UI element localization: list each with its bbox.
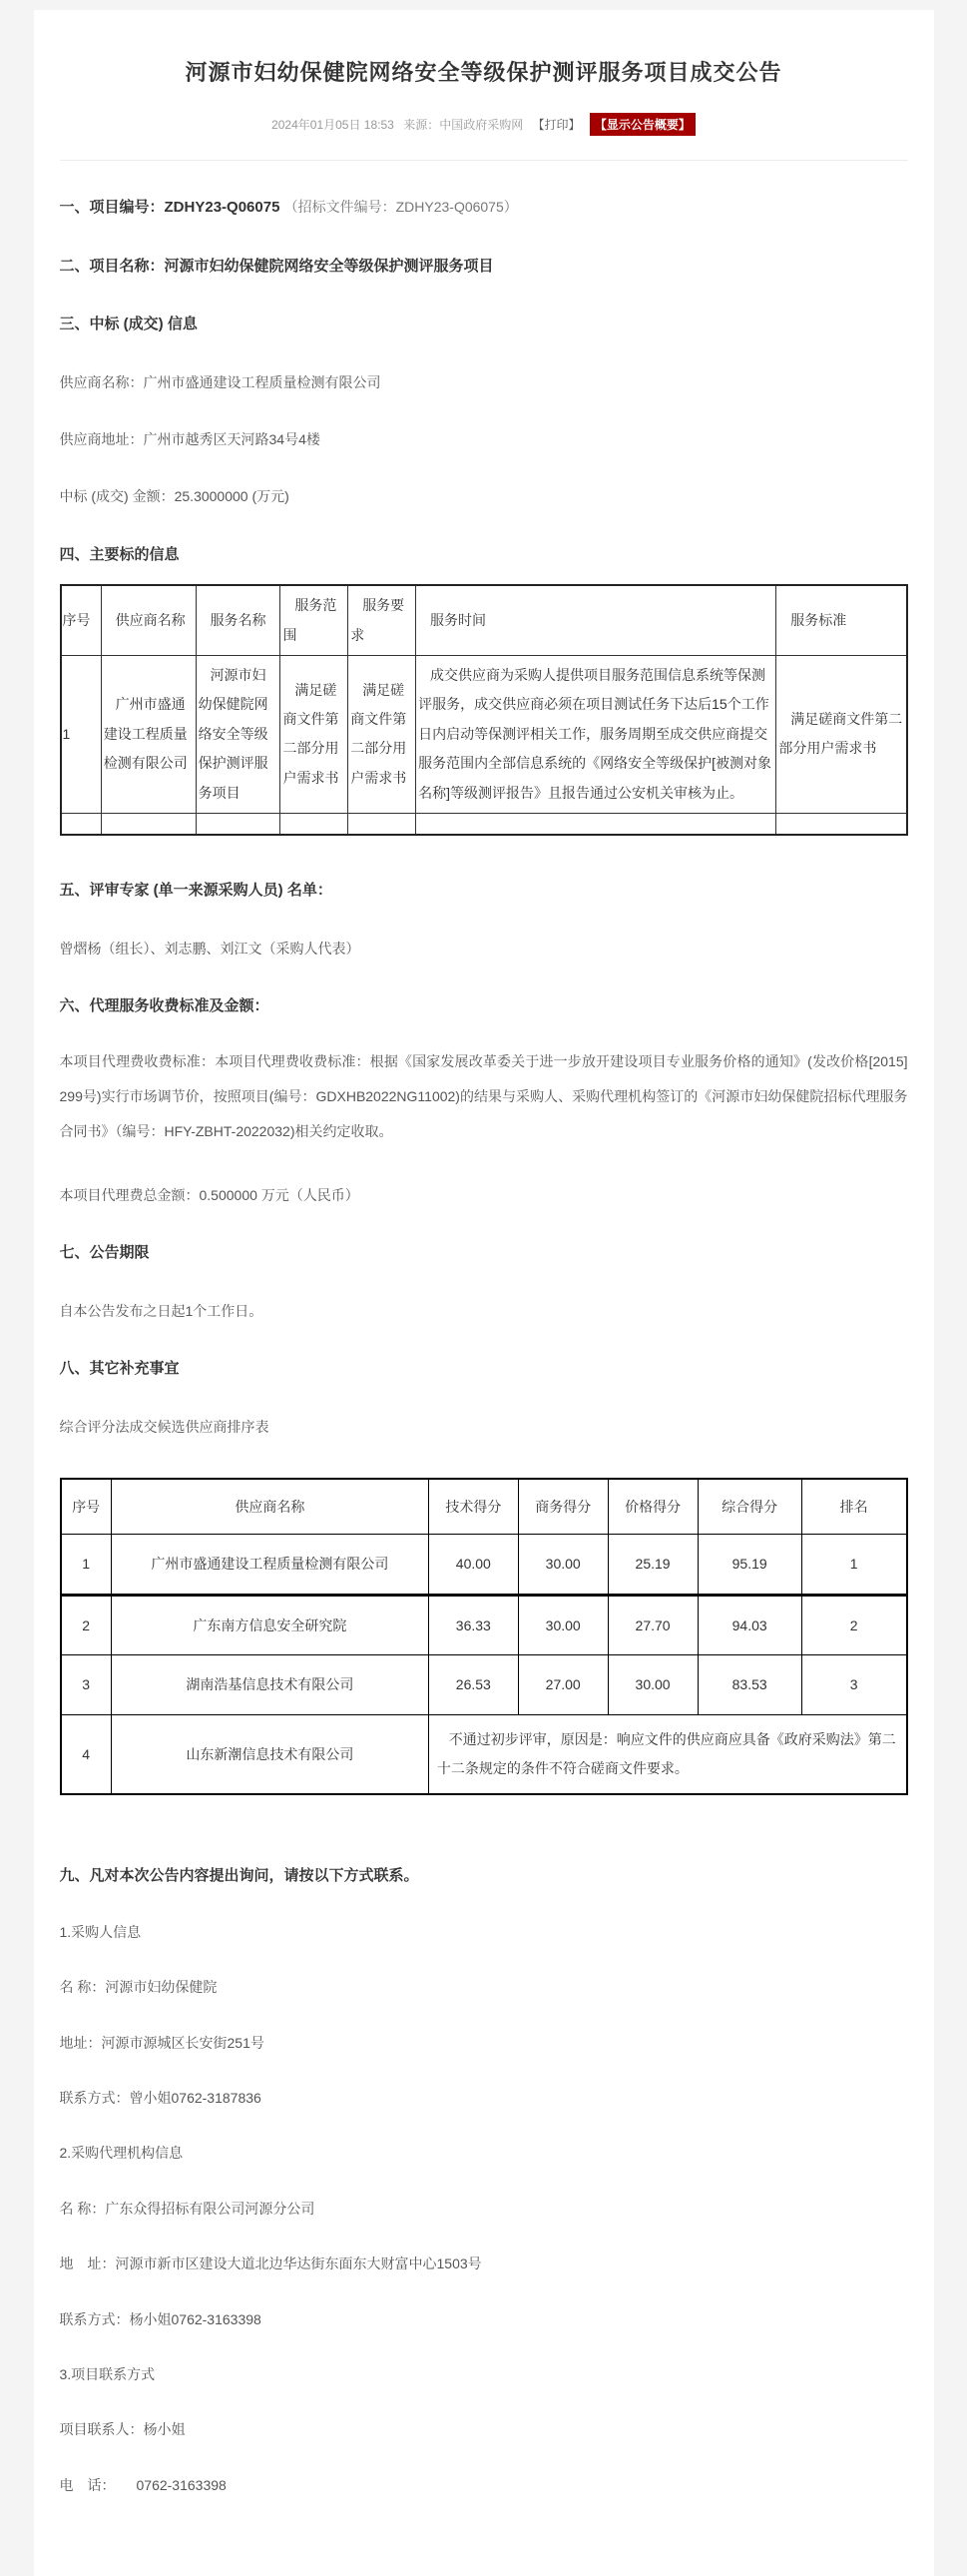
cell: 4 [61,1714,112,1794]
supplier-name: 供应商名称：广州市盛通建设工程质量检测有限公司 [59,373,381,390]
divider [60,160,908,161]
source-label: 来源：中国政府采购网 [403,118,524,132]
supplier-address: 供应商地址：广州市越秀区天河路34号4楼 [59,430,320,447]
column-header: 服务要求 [348,585,416,655]
column-header: 供应商名称 [101,585,196,655]
column-header: 服务标准 [776,585,907,655]
section-5-heading: 五、评审专家 (单一来源采购人员) 名单： [59,882,332,900]
cell-service-name: 河源市妇幼保健院网络安全等级保护测评服务项目 [196,655,280,813]
page-title: 河源市妇幼保健院网络安全等级保护测评服务项目成交公告 [185,60,782,85]
agency-name: 名 称：广东众得招标有限公司河源分公司 [59,2200,315,2217]
column-header: 商务得分 [518,1479,608,1535]
cell: 山东新潮信息技术有限公司 [111,1714,428,1794]
table-row [61,1655,907,1714]
cell: 湖南浩基信息技术有限公司 [111,1655,428,1714]
publish-datetime: 2024年01月05日 18:53 [271,118,394,132]
section-9-heading: 九、凡对本次公告内容提出询问，请按以下方式联系。 [59,1867,419,1885]
cell: 30.00 [608,1655,698,1714]
project-no-value: ZDHY23-Q06075 [164,199,280,216]
announcement-page [34,10,934,2576]
column-header: 服务范围 [280,585,348,655]
cell-service-scope: 满足磋商文件第二部分用户需求书 [280,655,348,813]
buyer-info-label: 1.采购人信息 [59,1923,142,1940]
cell: 40.00 [428,1535,518,1595]
section-1-heading [60,197,908,220]
column-header: 服务名称 [196,585,280,655]
print-button[interactable]: 【打印】 [532,118,581,132]
cell-seq: 1 [61,655,102,813]
column-header: 供应商名称 [111,1479,428,1535]
project-contact-person: 项目联系人：杨小姐 [59,2421,186,2438]
section-6-heading: 六、代理服务收费标准及金额： [59,997,269,1015]
cell: 94.03 [698,1595,801,1654]
cell: 广州市盛通建设工程质量检测有限公司 [111,1535,428,1595]
cell: 3 [801,1655,906,1714]
section-4-heading: 四、主要标的信息 [59,545,180,563]
table-row [61,1535,907,1595]
main-subject-table [60,584,908,836]
section-2-heading: 二、项目名称：河源市妇幼保健院网络安全等级保护测评服务项目 [59,257,494,275]
cell: 广东南方信息安全研究院 [111,1595,428,1654]
column-header: 排名 [801,1479,906,1535]
table-row [61,1714,907,1794]
column-header: 技术得分 [428,1479,518,1535]
agency-info-label: 2.采购代理机构信息 [59,2145,184,2162]
cell-supplier: 广州市盛通建设工程质量检测有限公司 [101,655,196,813]
cell: 1 [61,1535,112,1595]
cell: 1 [801,1535,906,1595]
section-7-heading: 七、公告期限 [59,1244,150,1262]
cell: 25.19 [608,1535,698,1595]
cell: 3 [61,1655,112,1714]
project-contact-label: 3.项目联系方式 [59,2365,156,2382]
meta-bar [60,113,908,136]
cell: 30.00 [518,1535,608,1595]
table-row [61,655,907,813]
section-3-heading: 三、中标 (成交) 信息 [59,316,198,332]
ranking-table-caption: 综合评分法成交候选供应商排序表 [59,1418,269,1435]
agency-fee-total: 本项目代理费总金额：0.500000 万元（人民币） [59,1186,359,1203]
cell-rejection-reason: 不通过初步评审，原因是：响应文件的供应商应具备《政府采购法》第二十二条规定的条件不符合磋商文件要求。 [428,1714,906,1794]
bid-doc-no: （招标文件编号：ZDHY23-Q06075） [283,199,518,215]
cell: 27.00 [518,1655,608,1714]
table-empty-row [61,813,907,835]
table-header-row [61,1479,907,1535]
announcement-period: 自本公告发布之日起1个工作日。 [59,1302,263,1319]
cell: 27.70 [608,1595,698,1654]
table-row [61,1595,907,1654]
cell-service-require: 满足磋商文件第二部分用户需求书 [348,655,416,813]
column-header: 序号 [61,585,102,655]
section-8-heading: 八、其它补充事宜 [59,1360,180,1378]
table-header-row [61,585,907,655]
project-no-label: 一、项目编号： [59,199,165,216]
cell: 30.00 [518,1595,608,1654]
agency-fee-standard: 本项目代理费收费标准：本项目代理费收费标准：根据《国家发展改革委关于进一步放开建设项目专业服务价格的通知》(发改价格[2015] 299号)实行市场调节价，按照项目(编号：GDXHB2022NG11002)的结果与采购人、采购代理机构签订的《河源市妇幼保健院招标代理服务合同书》（编号：HFY-ZBHT-2022032)相关约定收取。 [59,1052,908,1139]
cell-service-standard: 满足磋商文件第二部分用户需求书 [776,655,907,813]
project-contact-phone: 电 话： 0762-3163398 [59,2476,227,2493]
show-summary-button[interactable]: 【显示公告概要】 [590,113,696,136]
column-header: 服务时间 [416,585,776,655]
buyer-address: 地址：河源市源城区长安街251号 [59,2034,264,2051]
agency-address: 地 址：河源市新市区建设大道北边华达街东面东大财富中心1503号 [59,2255,482,2272]
agency-contact: 联系方式：杨小姐0762-3163398 [59,2310,261,2327]
cell: 26.53 [428,1655,518,1714]
column-header: 序号 [61,1479,112,1535]
cell: 36.33 [428,1595,518,1654]
column-header: 综合得分 [698,1479,801,1535]
award-amount: 中标 (成交) 金额：25.3000000 (万元) [59,488,289,505]
buyer-contact: 联系方式：曾小姐0762-3187836 [59,2089,261,2106]
cell: 2 [61,1595,112,1654]
expert-names: 曾熠杨（组长）、刘志鹏、刘江文（采购人代表） [59,940,360,957]
column-header: 价格得分 [608,1479,698,1535]
cell-service-time: 成交供应商为采购人提供项目服务范围信息系统等保测评服务，成交供应商必须在项目测试任务下达后15个工作日内启动等保测评相关工作，服务周期至成交供应商提交服务范围内全部信息系统的《网络安全等级保护[被测对象名称]等级测评报告》且报告通过公安机关审核为止。 [416,655,776,813]
buyer-name: 名 称：河源市妇幼保健院 [59,1979,218,1996]
cell: 95.19 [698,1535,801,1595]
ranking-table [60,1478,908,1795]
cell: 2 [801,1595,906,1654]
cell: 83.53 [698,1655,801,1714]
